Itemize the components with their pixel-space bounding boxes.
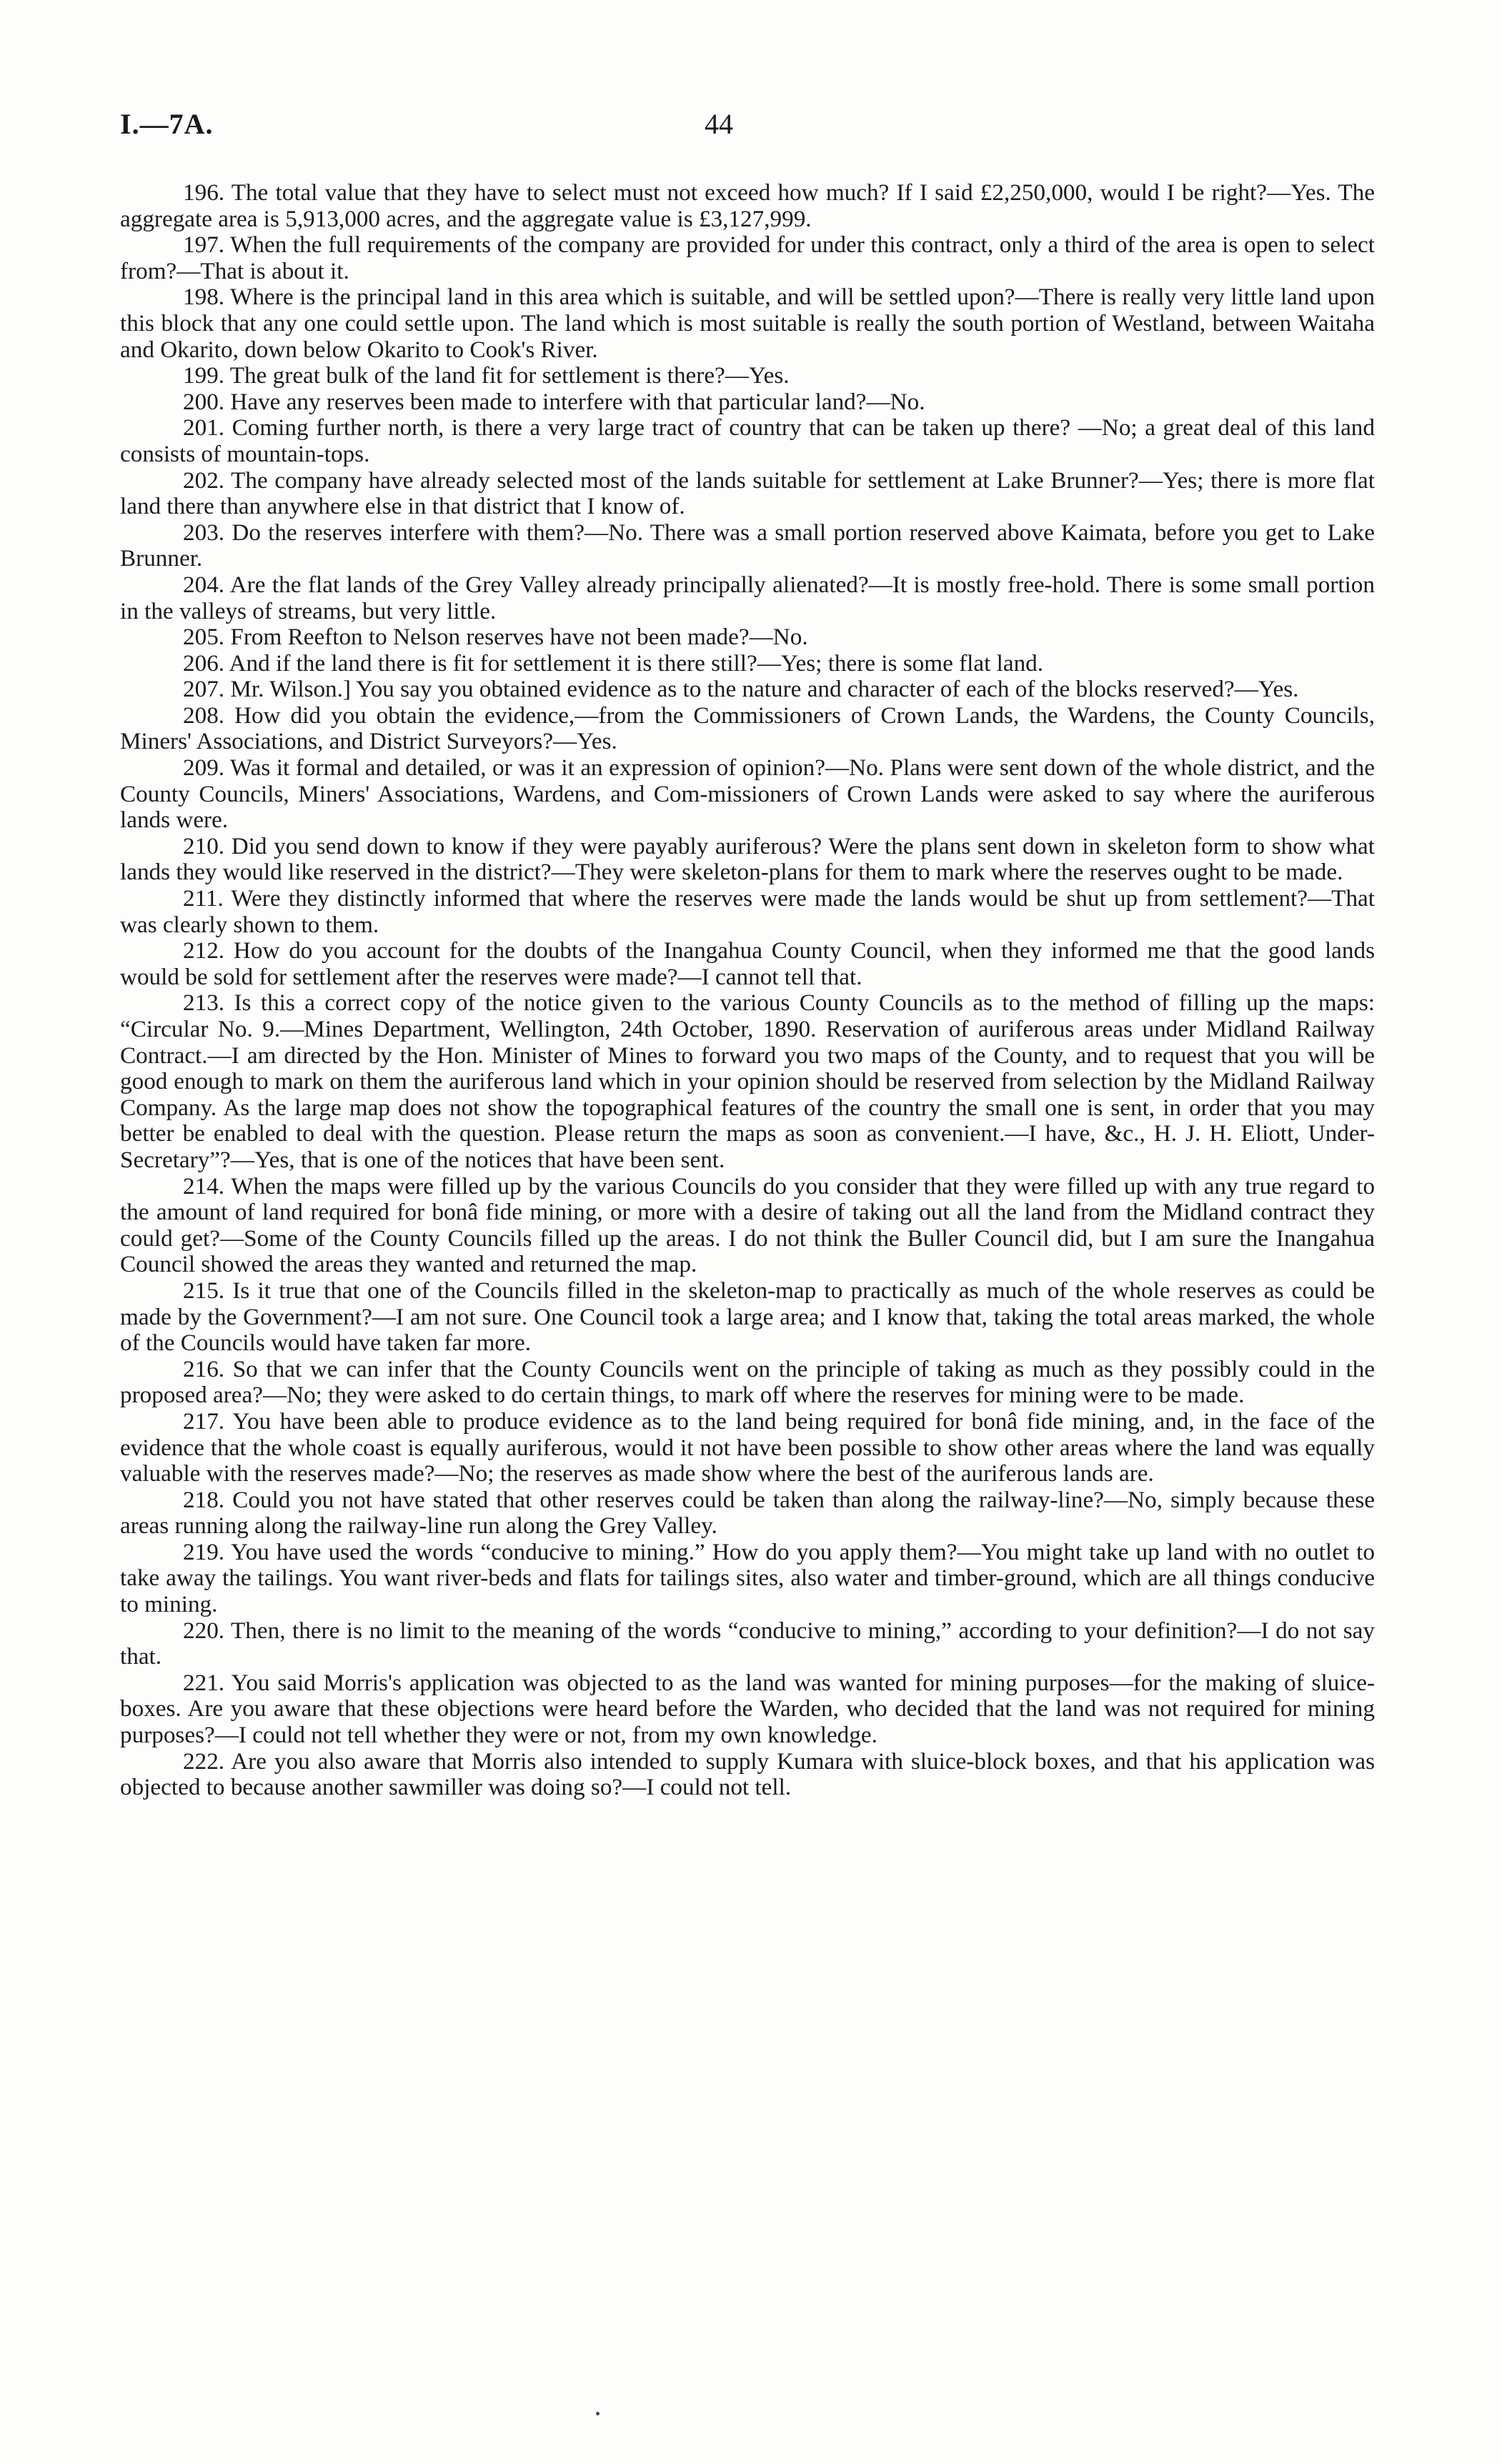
paragraph-196: 196. The total value that they have to select must not exceed how much? If I said £2,250,000, would I be right?—Yes. The aggregate area is 5,913,000 acres, and the aggregate value is £3,127,999. xyxy=(120,179,1375,232)
paragraph-218: 218. Could you not have stated that other reserves could be taken than along the railway-line?—No, simply because these areas running along the railway-line run along the Grey Valley. xyxy=(120,1486,1375,1540)
paragraph-203: 203. Do the reserves interfere with them?—No. There was a small portion reserved above Kaimata, before you get to Lake Brunner. xyxy=(120,519,1375,572)
paragraph-214: 214. When the maps were filled up by the various Councils do you consider that they were filled up with any true regard to the amount of land required for bonâ fide mining, or more with a desire of taking out all the land from the Midland contract they could get?—Some of the County Councils filled up the areas. I do not think the Buller Council did, but I am sure the Inangahua Council showed the areas they wanted and returned the map. xyxy=(120,1172,1375,1278)
page-number: 44 xyxy=(705,108,733,140)
paragraph-206: 206. And if the land there is fit for settlement it is there still?—Yes; there is some flat land. xyxy=(183,649,1044,677)
paragraph-207: 207. Mr. Wilson.] You say you obtained evidence as to the nature and character of each of the blocks reserved?—Yes. xyxy=(183,676,1299,703)
paragraph-199: 199. The great bulk of the land fit for settlement is there?—Yes. xyxy=(183,362,790,389)
paragraph-219: 219. You have used the words “conducive to mining.” How do you apply them?—You might take up land with no outlet to take away the tailings. You want river-beds and flats for tailings sites, also water and timber-ground, which are all things conducive to mining. xyxy=(120,1538,1375,1618)
paragraph-211: 211. Were they distinctly informed that where the reserves were made the lands would be shut up from settlement?—That was clearly shown to them. xyxy=(120,885,1375,938)
paragraph-213: 213. Is this a correct copy of the notice given to the various County Councils as to the method of filling up the maps: “Circular No. 9.—Mines Department, Wellington, 24th October, 1890. Reservation of auriferous areas under Midland Railway Contract.—I am directed by the Hon. Minister of Mines to forward you two maps of the County, and to request that you will be good enough to mark on them the auriferous land which in your opinion should be reserved from selection by the Midland Railway Company. As the large map does not show the topographical features of the country the small one is sent, in order that you may better be enabled to deal with the question. Please return the maps as soon as convenient.—I have, &c., H. J. H. Eliott, Under-Secretary”?—Yes, that is one of the notices that have been sent. xyxy=(120,989,1375,1173)
paragraph-215: 215. Is it true that one of the Councils filled in the skeleton-map to practically as much of the whole reserves as could be made by the Government?—I am not sure. One Council took a large area; and I know that, taking the total areas marked, the whole of the Councils would have taken far more. xyxy=(120,1277,1375,1357)
paragraph-201: 201. Coming further north, is there a very large tract of country that can be taken up there? —No; a great deal of this land consists of mountain-tops. xyxy=(120,414,1375,467)
paragraph-220: 220. Then, there is no limit to the meaning of the words “conducive to mining,” according to your definition?—I do not say that. xyxy=(120,1617,1375,1670)
page-speck xyxy=(596,2412,600,2415)
paragraph-202: 202. The company have already selected most of the lands suitable for settlement at Lake Brunner?—Yes; there is more flat land there than anywhere else in that district that I know of. xyxy=(120,467,1375,520)
paragraph-209: 209. Was it formal and detailed, or was it an expression of opinion?—No. Plans were sent down of the whole district, and the County Councils, Miners' Associations, Wardens, and Com-missioners of Crown Lands were asked to say where the auriferous lands were. xyxy=(120,754,1375,834)
paragraph-204: 204. Are the flat lands of the Grey Valley already principally alienated?—It is mostly free-hold. There is some small portion in the valleys of streams, but very little. xyxy=(120,571,1375,624)
paragraph-205: 205. From Reefton to Nelson reserves have not been made?—No. xyxy=(183,624,808,651)
paragraph-197: 197. When the full requirements of the company are provided for under this contract, only a third of the area is open to select from?—That is about it. xyxy=(120,231,1375,284)
document-reference: I.—7A. xyxy=(120,108,214,140)
paragraph-198: 198. Where is the principal land in this area which is suitable, and will be settled upon?—There is really very little land upon this block that any one could settle upon. The land which is most suitable is really the south portion of Westland, between Waitaha and Okarito, down below Okarito to Cook's River. xyxy=(120,284,1375,363)
paragraph-208: 208. How did you obtain the evidence,—from the Commissioners of Crown Lands, the Wardens, the County Councils, Miners' Associations, and District Surveyors?—Yes. xyxy=(120,702,1375,755)
paragraph-200: 200. Have any reserves been made to interfere with that particular land?—No. xyxy=(183,388,925,415)
evidence-text xyxy=(120,180,1375,1801)
paragraph-210: 210. Did you send down to know if they were payably auriferous? Were the plans sent down in skeleton form to show what lands they would like reserved in the district?—They were skeleton-plans for them to mark where the reserves ought to be made. xyxy=(120,832,1375,886)
paragraph-217: 217. You have been able to produce evidence as to the land being required for bonâ fide mining, and, in the face of the evidence that the whole coast is equally auriferous, would it not have been possible to show other areas where the land was equally valuable with the reserves made?—No; the reserves as made show where the best of the auriferous lands are. xyxy=(120,1407,1375,1487)
paragraph-216: 216. So that we can infer that the County Councils went on the principle of taking as much as they possibly could in the proposed area?—No; they were asked to do certain things, to mark off where the reserves for mining were to be made. xyxy=(120,1355,1375,1409)
page-header xyxy=(120,107,1375,150)
paragraph-222: 222. Are you also aware that Morris also intended to supply Kumara with sluice-block boxes, and that his application was objected to because another sawmiller was doing so?—I could not tell. xyxy=(120,1747,1375,1801)
paragraph-212: 212. How do you account for the doubts of the Inangahua County Council, when they informed me that the good lands would be sold for settlement after the reserves were made?—I cannot tell that. xyxy=(120,937,1375,990)
paragraph-221: 221. You said Morris's application was objected to as the land was wanted for mining purposes—for the making of sluice-boxes. Are you aware that these objections were heard before the Warden, who decided that the land was not required for mining purposes?—I could not tell whether they were or not, from my own knowledge. xyxy=(120,1669,1375,1749)
